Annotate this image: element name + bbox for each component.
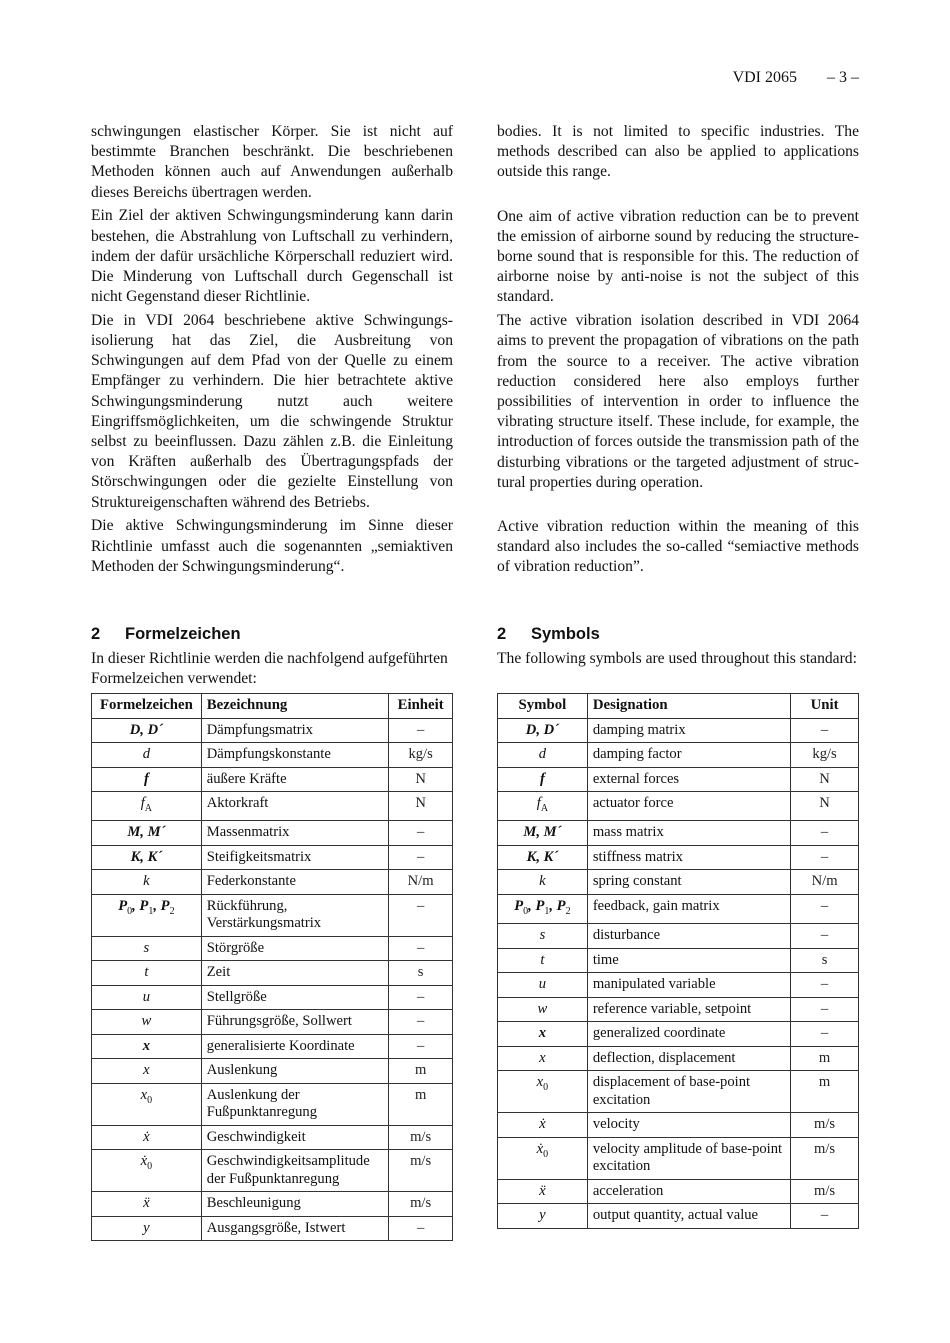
table-row: [92, 1034, 453, 1059]
cell-unit: –: [389, 985, 453, 1010]
section-title: Formelzeichen: [125, 625, 241, 643]
cell-symbol: y: [498, 1204, 588, 1229]
right-column-english: [497, 122, 859, 578]
cell-designation: deflection, displacement: [587, 1046, 790, 1071]
table-row: [92, 1125, 453, 1150]
cell-symbol: x: [92, 1059, 202, 1084]
table-row: [92, 743, 453, 768]
cell-designation: generalized coordinate: [587, 1022, 790, 1047]
column-header-designation: Designation: [587, 694, 790, 719]
cell-designation: Aktorkraft: [201, 792, 388, 821]
paragraph-airborne-sound: One aim of active vibration reduction can be to prevent the emission of airborne sound by reducing the structure-borne sound that is responsible for this. The reduction of airborne noise by anti-noise is not the subject of this standard.: [497, 207, 859, 306]
table-row: [498, 718, 859, 743]
cell-symbol: y: [92, 1216, 202, 1241]
cell-unit: –: [791, 1022, 859, 1047]
cell-unit: N: [791, 792, 859, 821]
paragraph-vibration-isolation: Die in VDI 2064 beschriebene aktive Schwingungsisolierung hat das Ziel, die Ausbreitung von Schwingungen auf dem Pfad von der Quelle zu einem Empfänger zu verhindern. Die hier betrachtete aktive Schwingungsminderung nutzt auch weitere Eingriffsmöglichkeiten, um die schwingende Struktur selbst zu beeinflussen. Dazu zählen z.B. die Einleitung von Kräften außerhalb des Übertragungspfads der Störschwingungen oder die gezielte Einstellung von Struktureigenschaften während des Betriebs.: [91, 311, 453, 511]
cell-unit: –: [791, 973, 859, 998]
cell-symbol: $x_0$: [498, 1071, 588, 1113]
cell-designation: Geschwindigkeitsamplitude der Fußpunktanregung: [201, 1150, 388, 1192]
cell-symbol: $f_A$: [92, 792, 202, 821]
cell-symbol: $x_0$: [92, 1083, 202, 1125]
paragraph-scope-continued: schwingungen elastischer Körper. Sie ist nicht auf bestimmte Branchen beschränkt. Die beschriebenen Methoden können auch auf Anwendungen außerhalb dieses Bereichs übertragen werden.: [91, 123, 453, 201]
cell-designation: Auslenkung der Fußpunktanregung: [201, 1083, 388, 1125]
cell-symbol: s: [498, 924, 588, 949]
table-row: [498, 821, 859, 846]
cell-designation: Stellgröße: [201, 985, 388, 1010]
symbols-table-english: [497, 693, 859, 1229]
table-row: [92, 1010, 453, 1035]
cell-unit: m: [389, 1059, 453, 1084]
cell-symbol: w: [498, 997, 588, 1022]
cell-symbol: $P_0$, $P_1$, $P_2$: [498, 894, 588, 923]
left-column-german: [91, 122, 453, 577]
table-row: [498, 924, 859, 949]
cell-designation: Dämpfungsmatrix: [201, 718, 388, 743]
cell-unit: –: [791, 894, 859, 923]
cell-unit: –: [791, 718, 859, 743]
table-row: [498, 767, 859, 792]
cell-unit: m: [389, 1083, 453, 1125]
cell-unit: m/s: [791, 1179, 859, 1204]
cell-symbol: k: [498, 870, 588, 895]
cell-symbol: d: [498, 743, 588, 768]
cell-symbol: ẋ$_0$: [92, 1150, 202, 1192]
cell-designation: reference variable, setpoint: [587, 997, 790, 1022]
cell-designation: velocity: [587, 1113, 790, 1138]
cell-symbol: D, D´: [92, 718, 202, 743]
cell-symbol: K, K´: [92, 845, 202, 870]
cell-designation: output quantity, actual value: [587, 1204, 790, 1229]
cell-symbol: t: [92, 961, 202, 986]
table-row: [498, 743, 859, 768]
cell-symbol: f: [498, 767, 588, 792]
cell-unit: m/s: [389, 1150, 453, 1192]
cell-symbol: D, D´: [498, 718, 588, 743]
cell-symbol: x: [92, 1034, 202, 1059]
paragraph-semi-active: Active vibration reduction within the meaning of this standard also includes the so-called “semiactive methods of vibration reduction”.: [497, 517, 859, 576]
cell-symbol: ẋ: [92, 1125, 202, 1150]
cell-symbol: M, M´: [92, 821, 202, 846]
cell-unit: –: [389, 845, 453, 870]
cell-unit: –: [389, 1216, 453, 1241]
cell-unit: m: [791, 1071, 859, 1113]
cell-unit: –: [791, 845, 859, 870]
table-row: [92, 961, 453, 986]
cell-unit: kg/s: [791, 743, 859, 768]
page-number: – 3 –: [827, 69, 859, 86]
cell-symbol: w: [92, 1010, 202, 1035]
table-row: [498, 845, 859, 870]
cell-symbol: x: [498, 1022, 588, 1047]
cell-symbol: ẍ: [92, 1192, 202, 1217]
cell-designation: disturbance: [587, 924, 790, 949]
cell-designation: acceleration: [587, 1179, 790, 1204]
cell-unit: N: [389, 767, 453, 792]
cell-designation: feedback, gain matrix: [587, 894, 790, 923]
document-id: VDI 2065: [732, 69, 797, 86]
cell-designation: Geschwindigkeit: [201, 1125, 388, 1150]
table-row: [92, 1150, 453, 1192]
cell-unit: –: [791, 1204, 859, 1229]
section-number: 2: [497, 625, 507, 643]
cell-symbol: M, M´: [498, 821, 588, 846]
cell-unit: –: [389, 936, 453, 961]
cell-unit: –: [389, 1010, 453, 1035]
column-header-unit: Unit: [791, 694, 859, 719]
cell-symbol: ẍ: [498, 1179, 588, 1204]
table-row: [498, 792, 859, 821]
table-row: [92, 1216, 453, 1241]
table-row: [92, 1192, 453, 1217]
cell-designation: Beschleunigung: [201, 1192, 388, 1217]
paragraph-scope-continued: bodies. It is not limited to specific industries. The methods described can also be applied to applications outside this range.: [497, 123, 859, 181]
cell-designation: Steifigkeitsmatrix: [201, 845, 388, 870]
cell-designation: Massenmatrix: [201, 821, 388, 846]
page-header: [0, 68, 859, 88]
cell-designation: Dämpfungskonstante: [201, 743, 388, 768]
table-row: [92, 894, 453, 936]
cell-symbol: k: [92, 870, 202, 895]
cell-unit: m/s: [791, 1137, 859, 1179]
table-row: [92, 845, 453, 870]
table-body: [92, 718, 453, 1241]
cell-symbol: K, K´: [498, 845, 588, 870]
table-row: [498, 1046, 859, 1071]
table-row: [92, 936, 453, 961]
cell-unit: m/s: [389, 1192, 453, 1217]
cell-unit: N/m: [389, 870, 453, 895]
cell-unit: –: [791, 924, 859, 949]
cell-designation: displacement of base-point excitation: [587, 1071, 790, 1113]
cell-designation: Führungsgröße, Sollwert: [201, 1010, 388, 1035]
cell-symbol: f: [92, 767, 202, 792]
paragraph-semi-active: Die aktive Schwingungsminderung im Sinne dieser Richtlinie umfasst auch die sogenannten „semiaktiven Methoden der Schwingungsminderung“.: [91, 517, 453, 575]
cell-designation: mass matrix: [587, 821, 790, 846]
cell-symbol: u: [498, 973, 588, 998]
table-row: [498, 1022, 859, 1047]
column-header-unit: Einheit: [389, 694, 453, 719]
cell-designation: äußere Kräfte: [201, 767, 388, 792]
cell-unit: m/s: [389, 1125, 453, 1150]
section-heading-symbols: [497, 624, 600, 644]
table-row: [92, 1083, 453, 1125]
table-row: [498, 1071, 859, 1113]
table-row: [498, 1137, 859, 1179]
cell-designation: damping factor: [587, 743, 790, 768]
cell-unit: –: [389, 821, 453, 846]
cell-designation: damping matrix: [587, 718, 790, 743]
cell-designation: velocity amplitude of base-point excitation: [587, 1137, 790, 1179]
paragraph-airborne-sound: Ein Ziel der aktiven Schwingungsminderung kann darin bestehen, die Abstrahlung von Luftschall zu verhindern, indem der dafür ursächliche Körperschall reduziert wird. Die Minderung von Luftschall durch Gegenschall ist nicht Gegenstand dieser Richtlinie.: [91, 207, 453, 306]
table-header-row: [92, 694, 453, 719]
table-row: [92, 792, 453, 821]
cell-symbol: x: [498, 1046, 588, 1071]
cell-unit: –: [791, 997, 859, 1022]
cell-unit: m/s: [791, 1113, 859, 1138]
cell-unit: N/m: [791, 870, 859, 895]
table-row: [92, 870, 453, 895]
cell-unit: –: [791, 821, 859, 846]
table-row: [498, 948, 859, 973]
paragraph-vibration-isolation: The active vibration isolation described in VDI 2064 aims to prevent the propagation of vibrations on the path from the source to a receiver. The active vibration reduction considered here also employs further possibilities of intervention in order to influence the vibrating structure itself. These include, for example, the introduction of forces outside the transmission path of the disturbing vibrations or the targeted adjustment of structural properties during operation.: [497, 312, 859, 491]
cell-unit: s: [791, 948, 859, 973]
table-row: [498, 1204, 859, 1229]
cell-unit: –: [389, 718, 453, 743]
table-row: [92, 821, 453, 846]
cell-symbol: s: [92, 936, 202, 961]
table-row: [498, 973, 859, 998]
cell-designation: external forces: [587, 767, 790, 792]
cell-unit: –: [389, 894, 453, 936]
table-row: [92, 767, 453, 792]
cell-symbol: ẋ: [498, 1113, 588, 1138]
cell-unit: m: [791, 1046, 859, 1071]
column-header-symbol: Symbol: [498, 694, 588, 719]
cell-unit: N: [389, 792, 453, 821]
table-row: [92, 1059, 453, 1084]
section-heading-formelzeichen: [91, 624, 241, 644]
cell-unit: s: [389, 961, 453, 986]
table-row: [498, 1179, 859, 1204]
table-body: [498, 718, 859, 1228]
cell-designation: Zeit: [201, 961, 388, 986]
section-number: 2: [91, 625, 101, 643]
column-header-designation: Bezeichnung: [201, 694, 388, 719]
cell-designation: actuator force: [587, 792, 790, 821]
cell-designation: Auslenkung: [201, 1059, 388, 1084]
table-row: [498, 894, 859, 923]
cell-unit: N: [791, 767, 859, 792]
cell-symbol: t: [498, 948, 588, 973]
cell-symbol: $P_0$, $P_1$, $P_2$: [92, 894, 202, 936]
cell-designation: manipulated variable: [587, 973, 790, 998]
table-row: [92, 985, 453, 1010]
cell-designation: Federkonstante: [201, 870, 388, 895]
table-row: [498, 997, 859, 1022]
cell-designation: generalisierte Koordinate: [201, 1034, 388, 1059]
cell-designation: time: [587, 948, 790, 973]
table-row: [92, 718, 453, 743]
section-intro: The following symbols are used throughout this standard:: [497, 650, 857, 667]
cell-unit: kg/s: [389, 743, 453, 768]
cell-designation: Rückführung, Verstärkungsmatrix: [201, 894, 388, 936]
cell-unit: –: [389, 1034, 453, 1059]
section-intro: In dieser Richtlinie werden die nachfolgend aufgeführten Formelzeichen verwendet:: [91, 650, 448, 688]
section-title: Symbols: [531, 625, 600, 643]
cell-designation: Ausgangsgröße, Istwert: [201, 1216, 388, 1241]
symbols-table-german: [91, 693, 453, 1241]
cell-designation: stiffness matrix: [587, 845, 790, 870]
cell-symbol: u: [92, 985, 202, 1010]
cell-symbol: $f_A$: [498, 792, 588, 821]
cell-symbol: ẋ$_0$: [498, 1137, 588, 1179]
cell-symbol: d: [92, 743, 202, 768]
table-row: [498, 870, 859, 895]
table-header-row: [498, 694, 859, 719]
cell-designation: Störgröße: [201, 936, 388, 961]
column-header-symbol: Formelzeichen: [92, 694, 202, 719]
cell-designation: spring constant: [587, 870, 790, 895]
table-row: [498, 1113, 859, 1138]
